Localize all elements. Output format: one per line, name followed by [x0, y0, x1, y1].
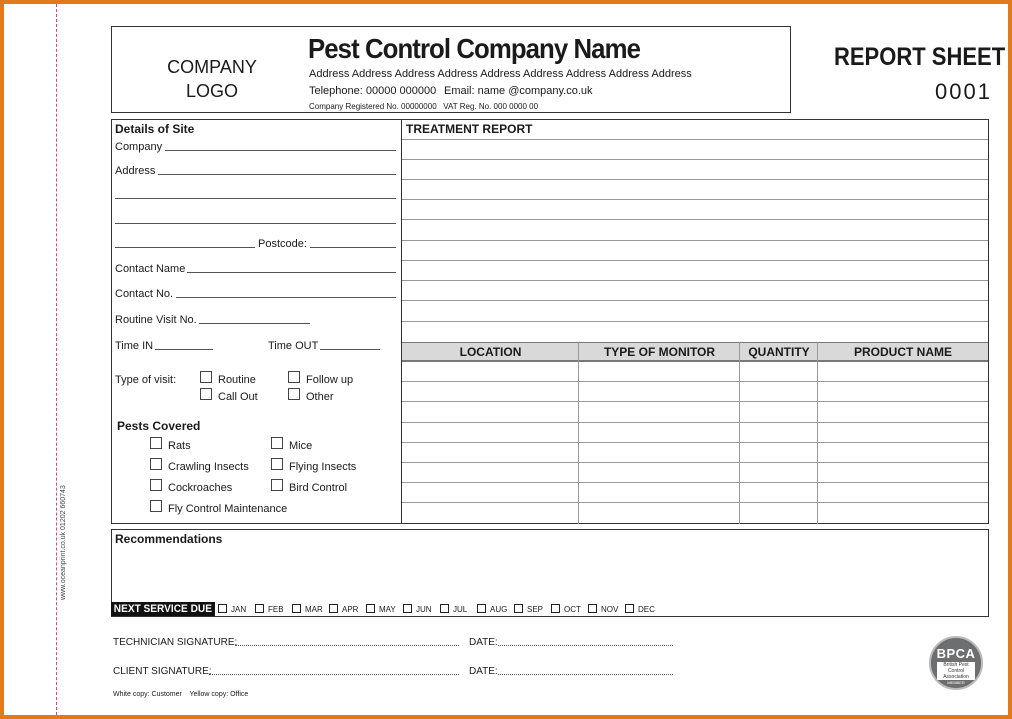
table-row — [402, 401, 988, 402]
table-row — [402, 442, 988, 443]
rats-label: Rats — [168, 440, 191, 452]
bpca-badge — [929, 636, 983, 690]
month-label-feb: FEB — [268, 605, 284, 614]
treatment-ruled-line — [402, 159, 988, 160]
month-checkbox-mar[interactable] — [292, 604, 301, 613]
col-divider-1 — [578, 342, 579, 524]
treatment-ruled-line — [402, 300, 988, 301]
company-name: Pest Control Company Name — [308, 33, 640, 64]
month-checkbox-aug[interactable] — [477, 604, 486, 613]
table-row — [402, 422, 988, 423]
mice-label: Mice — [289, 440, 313, 452]
logo-line1: COMPANY — [167, 57, 257, 77]
month-checkbox-jul[interactable] — [440, 604, 449, 613]
col-divider-3 — [817, 342, 818, 524]
month-checkbox-oct[interactable] — [551, 604, 560, 613]
contact-name-line — [187, 272, 396, 273]
month-checkbox-may[interactable] — [366, 604, 375, 613]
bpca-line4: MEMBER — [947, 680, 965, 685]
crawling-insects-label: Crawling Insects — [168, 461, 249, 473]
month-checkbox-feb[interactable] — [255, 604, 264, 613]
month-label-oct: OCT — [564, 605, 581, 614]
column-location: LOCATION — [402, 343, 579, 361]
col-divider-2 — [739, 342, 740, 524]
crawling-insects-checkbox[interactable] — [150, 458, 162, 470]
table-row — [402, 482, 988, 483]
month-checkbox-apr[interactable] — [329, 604, 338, 613]
routine-label: Routine — [218, 374, 256, 386]
column-quantity: QUANTITY — [740, 343, 818, 361]
column-product-name: PRODUCT NAME — [818, 343, 988, 361]
cockroaches-label: Cockroaches — [168, 482, 233, 494]
column-type-of-monitor: TYPE OF MONITOR — [579, 343, 740, 361]
bpca-line1: British Pest — [937, 662, 975, 668]
fly-control-checkbox[interactable] — [150, 500, 162, 512]
month-label-jun: JUN — [416, 605, 432, 614]
month-checkbox-sep[interactable] — [514, 604, 523, 613]
bpca-acronym: BPCA — [936, 646, 976, 661]
address-line-1 — [158, 174, 396, 175]
address-line-3 — [115, 223, 396, 224]
follow-up-label: Follow up — [306, 374, 354, 386]
routine-visit-label: Routine Visit No. — [115, 314, 197, 326]
month-label-jul: JUL — [453, 605, 468, 614]
treatment-ruled-line — [402, 219, 988, 220]
client-signature-line — [209, 674, 459, 675]
perforation-line — [56, 4, 57, 715]
treatment-ruled-line — [402, 240, 988, 241]
treatment-ruled-line — [402, 139, 988, 140]
company-line — [165, 150, 396, 151]
time-in-line — [155, 349, 213, 350]
other-label: Other — [306, 391, 334, 403]
other-checkbox[interactable] — [288, 388, 300, 400]
pests-title: Pests Covered — [117, 419, 201, 433]
fly-control-label: Fly Control Maintenance — [168, 503, 288, 515]
treatment-title: TREATMENT REPORT — [406, 122, 533, 136]
routine-visit-line — [199, 323, 310, 324]
contact-no-line — [176, 297, 396, 298]
postcode-line — [310, 247, 396, 248]
address-line-4 — [115, 247, 255, 248]
time-in-label: Time IN — [115, 340, 154, 352]
month-label-sep: SEP — [527, 605, 544, 614]
treatment-ruled-line — [402, 179, 988, 180]
client-date-label: DATE: — [469, 666, 498, 677]
month-label-aug: AUG — [490, 605, 508, 614]
logo-line2: LOGO — [185, 81, 238, 101]
month-label-mar: MAR — [305, 605, 323, 614]
month-checkbox-jan[interactable] — [218, 604, 227, 613]
month-label-apr: APR — [342, 605, 359, 614]
type-of-visit-label: Type of visit: — [115, 374, 177, 386]
table-row — [402, 381, 988, 382]
cockroaches-checkbox[interactable] — [150, 479, 162, 491]
month-checkbox-dec[interactable] — [625, 604, 634, 613]
treatment-ruled-line — [402, 260, 988, 261]
month-checkbox-nov[interactable] — [588, 604, 597, 613]
report-title: REPORT SHEET — [834, 43, 1006, 71]
time-out-label: Time OUT — [268, 340, 319, 352]
bird-control-checkbox[interactable] — [271, 479, 283, 491]
technician-signature-label: TECHNICIAN SIGNATURE: — [113, 637, 238, 648]
technician-date-line — [498, 645, 673, 646]
side-print: www.oceanprint.co.uk 01202 660743 — [60, 485, 67, 600]
month-label-nov: NOV — [601, 605, 619, 614]
rats-checkbox[interactable] — [150, 437, 162, 449]
company-label: Company — [115, 141, 163, 153]
recommendations-title: Recommendations — [115, 532, 223, 546]
flying-insects-checkbox[interactable] — [271, 458, 283, 470]
company-address: Address Address Address Address Address Address Address Address Address — [309, 68, 692, 80]
company-logo — [150, 55, 274, 103]
month-label-dec: DEC — [638, 605, 655, 614]
company-telephone: Telephone: 00000 000000 — [309, 85, 437, 97]
call-out-checkbox[interactable] — [200, 388, 212, 400]
client-date-line — [498, 674, 673, 675]
address-line-2 — [115, 198, 396, 199]
company-email: Email: name @company.co.uk — [444, 85, 593, 97]
routine-checkbox[interactable] — [200, 371, 212, 383]
copies-note: White copy: Customer Yellow copy: Office — [113, 691, 249, 698]
follow-up-checkbox[interactable] — [288, 371, 300, 383]
treatment-ruled-line — [402, 280, 988, 281]
address-label: Address — [115, 165, 156, 177]
table-row — [402, 462, 988, 463]
technician-signature-line — [235, 645, 459, 646]
time-out-line — [320, 349, 380, 350]
report-number: 0001 — [935, 79, 992, 104]
technician-date-label: DATE: — [469, 637, 498, 648]
month-checkbox-jun[interactable] — [403, 604, 412, 613]
mice-checkbox[interactable] — [271, 437, 283, 449]
recommendations-box — [111, 529, 989, 617]
client-signature-label: CLIENT SIGNATURE: — [113, 666, 212, 677]
table-row — [402, 502, 988, 503]
treatment-ruled-line — [402, 321, 988, 322]
contact-name-label: Contact Name — [115, 263, 186, 275]
site-title: Details of Site — [115, 122, 195, 136]
next-service-label: NEXT SERVICE DUE — [111, 602, 215, 616]
call-out-label: Call Out — [218, 391, 258, 403]
treatment-ruled-line — [402, 199, 988, 200]
flying-insects-label: Flying Insects — [289, 461, 357, 473]
company-registration: Company Registered No. 00000000 VAT Reg. No. 000 0000 00 — [309, 102, 539, 111]
contact-no-label: Contact No. — [115, 288, 174, 300]
postcode-label: Postcode: — [258, 238, 307, 250]
bpca-line2: Control — [937, 668, 975, 674]
month-label-jan: JAN — [231, 605, 247, 614]
month-label-may: MAY — [379, 605, 396, 614]
bpca-line3: Association — [937, 674, 975, 680]
bird-control-label: Bird Control — [289, 482, 348, 494]
